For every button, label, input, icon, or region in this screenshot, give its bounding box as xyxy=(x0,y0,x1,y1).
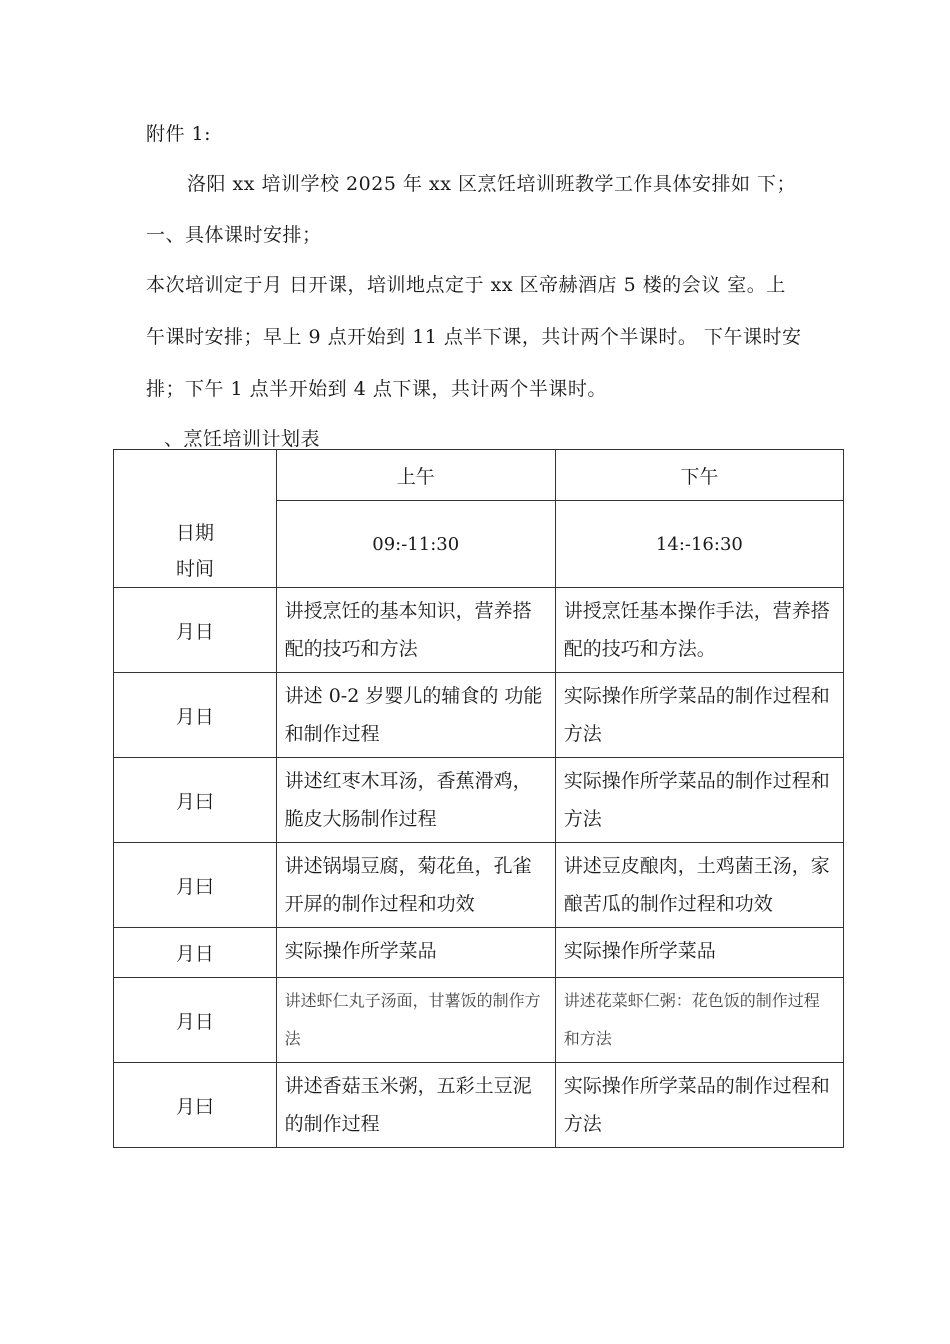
table-corner-cell xyxy=(114,450,277,588)
row-date: 月日 xyxy=(114,928,277,978)
row-afternoon: 讲述花菜虾仁粥：花色饭的制作过程和方法 xyxy=(555,978,843,1063)
row-morning: 讲述红枣木耳汤，香蕉滑鸡，脆皮大肠制作过程 xyxy=(276,758,555,843)
corner-time-label: 时间 xyxy=(176,558,215,580)
row-afternoon: 讲授烹饪基本操作手法，营养搭配的技巧和方法。 xyxy=(555,588,843,673)
paragraph-line-3: 排；下午 1 点半开始到 4 点下课，共计两个半课时。 xyxy=(146,378,607,400)
paragraph-line-1: 本次培训定于月 日开课，培训地点定于 xx 区帝赫酒店 5 楼的会议 室。上 xyxy=(146,274,786,296)
row-morning: 讲述虾仁丸子汤面，甘薯饭的制作方法 xyxy=(276,978,555,1063)
row-afternoon: 实际操作所学菜品 xyxy=(555,928,843,978)
row-afternoon: 实际操作所学菜品的制作过程和方法 xyxy=(555,758,843,843)
table-row xyxy=(114,588,844,673)
intro-line: 洛阳 xx 培训学校 2025 年 xx 区烹饪培训班教学工作具体安排如 下； xyxy=(187,173,796,195)
row-morning: 讲述锅塌豆腐，菊花鱼，孔雀开屏的制作过程和功效 xyxy=(276,843,555,928)
table-row xyxy=(114,1063,844,1148)
row-date: 月日 xyxy=(114,978,277,1063)
paragraph-line-2: 午课时安排；早上 9 点开始到 11 点半下课，共计两个半课时。 下午课时安 xyxy=(146,326,802,348)
afternoon-header: 下午 xyxy=(555,450,843,501)
training-plan-table xyxy=(113,449,844,1148)
row-date: 月日 xyxy=(114,588,277,673)
table-row xyxy=(114,673,844,758)
row-morning: 讲述香菇玉米粥，五彩土豆泥的制作过程 xyxy=(276,1063,555,1148)
row-morning: 实际操作所学菜品 xyxy=(276,928,555,978)
row-date: 月曰 xyxy=(114,1063,277,1148)
table-row xyxy=(114,978,844,1063)
row-afternoon: 实际操作所学菜品的制作过程和方法 xyxy=(555,1063,843,1148)
row-morning: 讲授烹饪的基本知识，营养搭配的技巧和方法 xyxy=(276,588,555,673)
row-afternoon: 实际操作所学菜品的制作过程和方法 xyxy=(555,673,843,758)
morning-time: 09:-11:30 xyxy=(276,501,555,588)
table-row xyxy=(114,928,844,978)
table-row xyxy=(114,843,844,928)
row-date: 月曰 xyxy=(114,758,277,843)
table-row xyxy=(114,758,844,843)
morning-header: 上午 xyxy=(276,450,555,501)
attachment-label: 附件 1: xyxy=(146,123,212,145)
row-afternoon: 讲述豆皮酿肉，土鸡菌王汤，家酿苦瓜的制作过程和功效 xyxy=(555,843,843,928)
row-date: 月曰 xyxy=(114,843,277,928)
afternoon-time: 14:-16:30 xyxy=(555,501,843,588)
section2-heading: 、烹饪培训计划表 xyxy=(164,428,321,450)
row-date: 月日 xyxy=(114,673,277,758)
row-morning: 讲述 0-2 岁婴儿的辅食的 功能和制作过程 xyxy=(276,673,555,758)
corner-date-label: 日期 xyxy=(176,522,215,544)
section1-heading: 一、具体课时安排； xyxy=(146,224,322,246)
